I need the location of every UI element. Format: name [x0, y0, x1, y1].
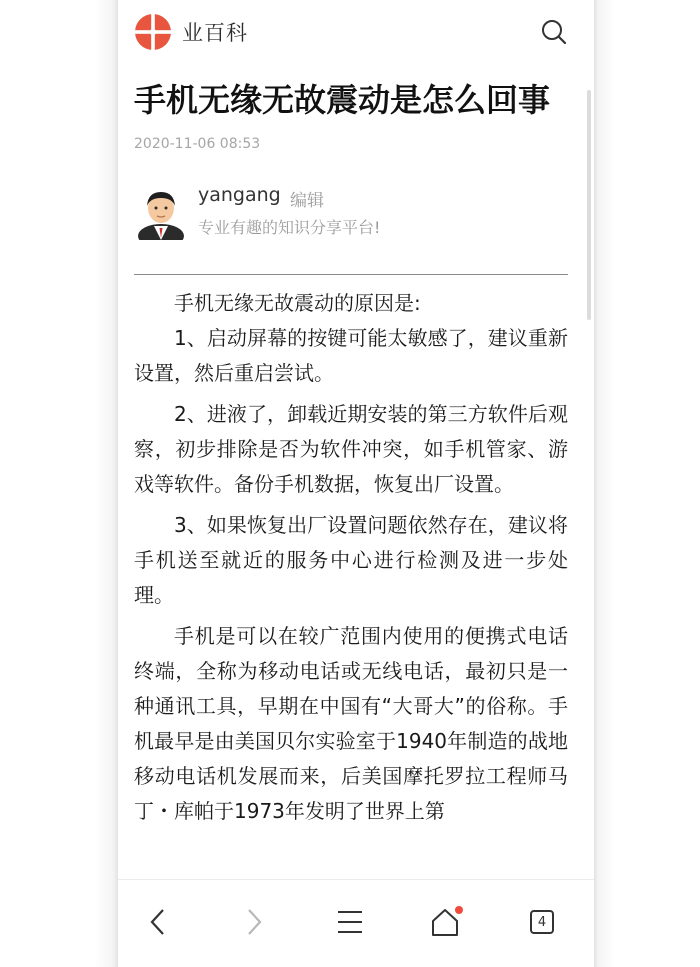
screen-frame-left: [0, 0, 118, 967]
home-button[interactable]: [426, 902, 466, 942]
browser-bottom-bar: [118, 880, 594, 967]
search-icon[interactable]: [540, 18, 568, 46]
brand-name[interactable]: 业百科: [182, 21, 248, 45]
article-title: 手机无缘无故震动是怎么回事: [134, 81, 551, 119]
author-role: 编辑: [290, 191, 324, 211]
paragraph: 手机无缘无故震动的原因是:: [174, 291, 421, 315]
divider: [134, 274, 568, 275]
chevron-right-icon: [243, 907, 265, 937]
paragraph: 手机是可以在较广范围内使用的便携式电话终端，全称为移动电话或无线电话，最初只是一种通讯工具，早期在中国有“大哥大”的俗称。手机最早是由美国贝尔实验室于1940年制造的战地移动电话机发展而来，后美国摩托罗拉工程师马丁・库帕于1973年发明了世界上第: [134, 624, 568, 823]
logo-icon[interactable]: [134, 13, 172, 51]
scrollbar[interactable]: [587, 90, 591, 320]
back-button[interactable]: [138, 902, 178, 942]
chevron-left-icon: [147, 907, 169, 937]
browser-screen: [118, 0, 594, 967]
tabs-icon: [530, 910, 554, 934]
tabs-button[interactable]: [522, 902, 562, 942]
tabs-count: 4: [537, 914, 547, 930]
menu-icon: [335, 908, 365, 936]
paragraph: 2、进液了，卸载近期安装的第三方软件后观察，初步排除是否为软件冲突，如手机管家、游戏等软件。备份手机数据，恢复出厂设置。: [134, 402, 568, 496]
avatar[interactable]: [136, 186, 186, 240]
menu-button[interactable]: [330, 902, 370, 942]
publish-date: 2020-11-06 08:53: [134, 136, 261, 152]
author-name[interactable]: yangang: [198, 184, 281, 206]
notification-dot: [455, 906, 463, 914]
forward-button[interactable]: [234, 902, 274, 942]
home-icon: [429, 905, 463, 939]
article-body: [134, 286, 568, 835]
paragraph: 1、启动屏幕的按键可能太敏感了，建议重新设置，然后重启尝试。: [134, 326, 568, 385]
site-header: [118, 0, 594, 62]
paragraph: 3、如果恢复出厂设置问题依然存在，建议将手机送至就近的服务中心进行检测及进一步处理。: [134, 513, 568, 607]
screen-frame-right: [594, 0, 700, 967]
author-description: 专业有趣的知识分享平台!: [198, 218, 381, 237]
